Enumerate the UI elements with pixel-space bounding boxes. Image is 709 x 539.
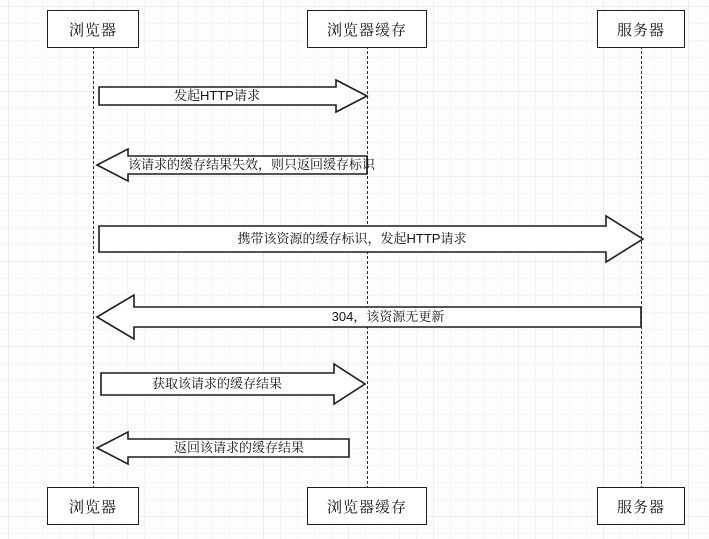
actor-label: 浏览器缓存 xyxy=(326,498,407,516)
message-label-6: 返回该请求的缓存结果 xyxy=(173,440,304,455)
message-arrow-4 xyxy=(96,294,642,328)
message-arrow-5 xyxy=(100,363,366,397)
actor-label: 浏览器 xyxy=(68,21,117,39)
message-label-3: 携带该资源的缓存标识，发起HTTP请求 xyxy=(237,231,467,246)
message-label-5: 获取该请求的缓存结果 xyxy=(151,376,282,391)
actor-box-server-bottom xyxy=(597,487,685,525)
message-label-1: 发起HTTP请求 xyxy=(174,88,260,103)
message-arrow-6 xyxy=(96,431,350,465)
actor-label: 服务器 xyxy=(616,21,665,39)
actor-box-browser-top xyxy=(47,10,139,48)
message-arrow-3 xyxy=(98,215,644,249)
message-label-4: 304，该资源无更新 xyxy=(331,309,445,324)
lifeline-server xyxy=(641,46,642,489)
actor-box-browser-bottom xyxy=(47,487,139,525)
actor-box-server-top xyxy=(597,10,685,48)
message-label-2: 该请求的缓存结果失效，则只返回缓存标识 xyxy=(128,157,376,172)
actor-label: 浏览器 xyxy=(68,498,117,516)
lifeline-browser xyxy=(93,46,94,489)
actor-box-browser-cache-top xyxy=(307,10,427,48)
actor-label: 浏览器缓存 xyxy=(326,21,407,39)
message-arrow-2 xyxy=(96,148,376,182)
actor-label: 服务器 xyxy=(616,498,665,516)
actor-box-browser-cache-bottom xyxy=(307,487,427,525)
message-arrow-1 xyxy=(98,79,368,113)
